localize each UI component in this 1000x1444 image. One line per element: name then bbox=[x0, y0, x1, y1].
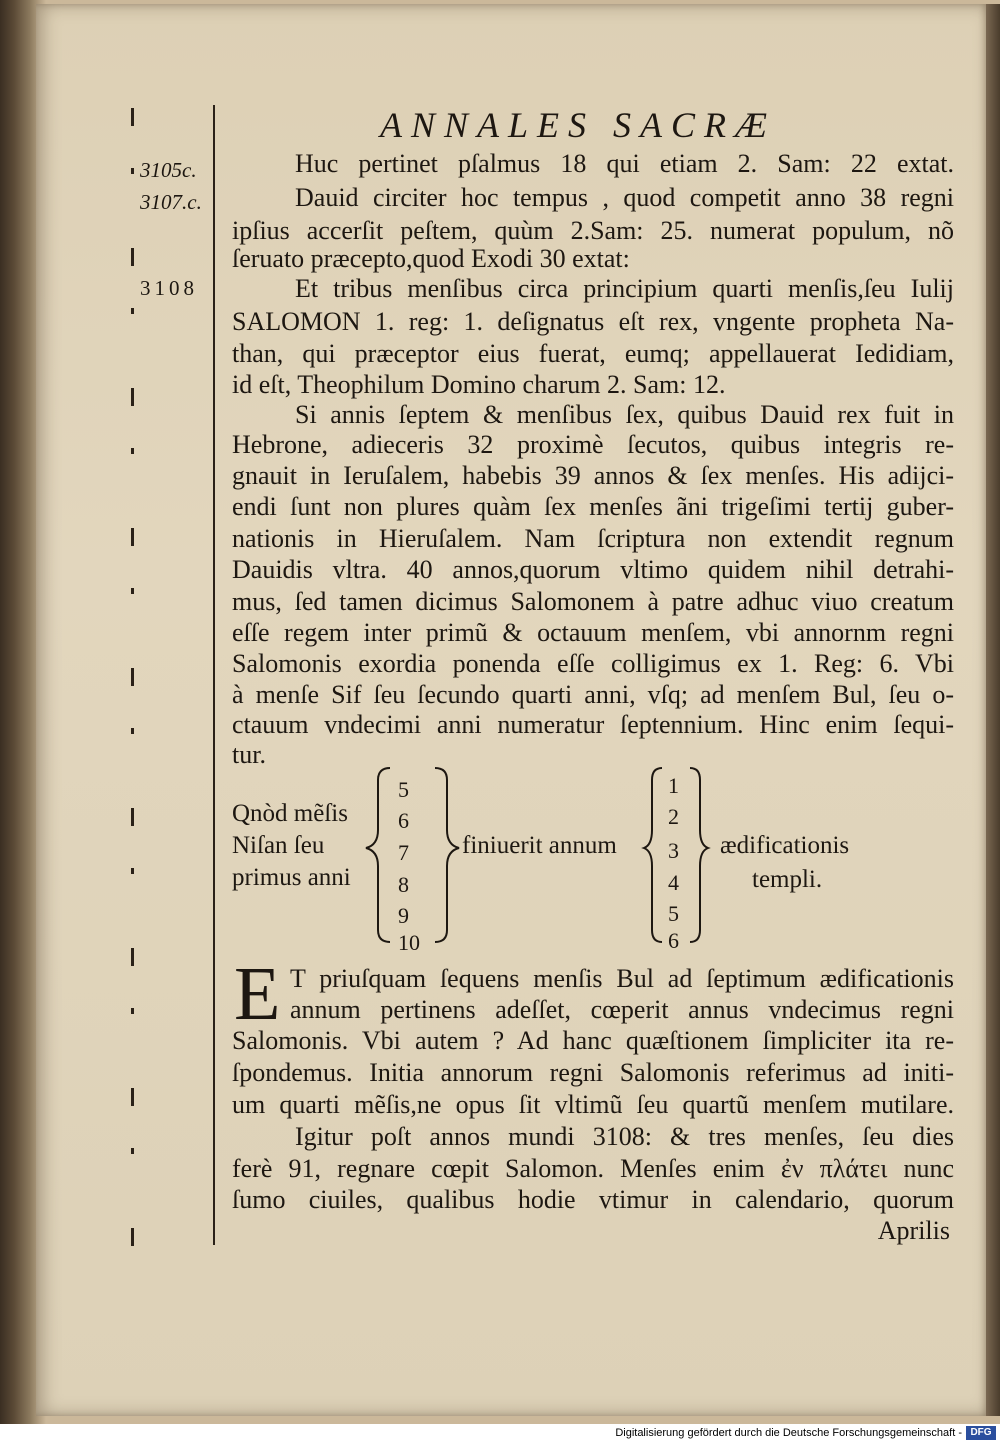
drop-cap: E bbox=[234, 952, 281, 1036]
table-right-text: ædificationis bbox=[720, 832, 850, 859]
text-line: Si annis ſeptem & menſibus ſex, quibus Dauid rex fuit in bbox=[295, 400, 954, 429]
catchword: Aprilis bbox=[877, 1216, 950, 1245]
text-line: annum pertinens adeſſet, cœperit annus vndecimus regni bbox=[290, 995, 954, 1024]
table-number: 1 bbox=[668, 773, 679, 798]
text-line: id eſt, Theophilum Domino charum 2. Sam: 12. bbox=[232, 370, 726, 399]
table-brackets-right bbox=[640, 760, 720, 950]
text-line: endi ſunt non plures quàm ſex menſes ãni trigeſimi tertij guber- bbox=[232, 492, 954, 521]
table-number: 6 bbox=[668, 928, 679, 953]
table-number: 4 bbox=[668, 870, 679, 895]
margin-rule-left bbox=[131, 108, 134, 1248]
text-line: Salomonis. Vbi autem ? Ad hanc quæſtionem ſimpliciter ita re- bbox=[232, 1026, 954, 1055]
running-head: ANNALES SACRÆ bbox=[380, 105, 777, 145]
text-line: mus, ſed tamen dicimus Salomonem à patre adhuc viuo creatum bbox=[232, 587, 954, 616]
text-line: Salomonis exordia ponenda eſſe colligimus ex 1. Reg: 6. Vbi bbox=[232, 649, 954, 678]
table-number: 9 bbox=[398, 903, 409, 928]
table-brackets-left bbox=[360, 760, 470, 950]
text-line: eſſe regem inter primũ & octauum menſem, vbi annornm regni bbox=[232, 618, 954, 647]
text-line: ferè 91, regnare cœpit Salomon. Menſes enim ἐν πλάτει nunc bbox=[232, 1154, 954, 1183]
text-line: ipſius accerſit peſtem, quùm 2.Sam: 25. numerat populum, nõ bbox=[232, 216, 954, 245]
table-number: 10 bbox=[398, 930, 420, 955]
text-line: nationis in Hieruſalem. Nam ſcriptura non extendit regnum bbox=[232, 524, 954, 553]
text-line: gnauit in Ieruſalem, habebis 39 annos & ſex menſes. His adijci- bbox=[232, 461, 954, 490]
table-right-text: templi. bbox=[752, 866, 823, 893]
page-edge bbox=[986, 4, 1000, 1416]
margin-note: 3108 bbox=[140, 276, 198, 300]
text-line: Dauid circiter hoc tempus , quod competit anno 38 regni bbox=[295, 183, 954, 212]
margin-note: 3107.c. bbox=[140, 190, 202, 214]
table-left-text: Niſan ſeu bbox=[232, 832, 325, 859]
text-line: tur. bbox=[232, 740, 266, 769]
text-line: Huc pertinet pſalmus 18 qui etiam 2. Sam: 22 extat. bbox=[295, 149, 954, 178]
text-line: ſpondemus. Initia annorum regni Salomonis referimus ad initi- bbox=[232, 1058, 954, 1087]
text-line: SALOMON 1. reg: 1. deſignatus eſt rex, vngente propheta Na- bbox=[232, 307, 954, 336]
text-line: ſeruato præcepto,quod Exodi 30 extat: bbox=[232, 244, 630, 273]
text-line: ctauum vndecimi anni numeratur ſeptennium. Hinc enim ſequi- bbox=[232, 710, 954, 739]
text-line: T priuſquam ſequens menſis Bul ad ſeptimum ædificationis bbox=[290, 964, 954, 993]
text-line: Igitur poſt annos mundi 3108: & tres menſes, ſeu dies bbox=[295, 1122, 954, 1151]
text-line: um quarti mẽſis,ne opus ſit vltimũ ſeu quartũ menſem mutilare. bbox=[232, 1090, 954, 1119]
table-number: 2 bbox=[668, 804, 679, 829]
margin-rule bbox=[213, 105, 215, 1245]
text-line: ſumo ciuiles, qualibus hodie vtimur in calendario, quorum bbox=[232, 1185, 954, 1214]
table-left-text: Qnòd mẽſis bbox=[232, 800, 348, 827]
table-left-text: primus anni bbox=[232, 864, 351, 891]
table-number: 6 bbox=[398, 808, 409, 833]
table-number: 3 bbox=[668, 838, 679, 863]
table-middle-text: finiuerit annum bbox=[462, 832, 617, 859]
table-number: 5 bbox=[668, 901, 679, 926]
dfg-logo: DFG bbox=[966, 1426, 996, 1440]
footer-credit: Digitalisierung gefördert durch die Deutsche Forschungsgemeinschaft - bbox=[615, 1427, 962, 1439]
table-number: 8 bbox=[398, 872, 409, 897]
text-line: Et tribus menſibus circa principium quarti menſis,ſeu Iulij bbox=[295, 274, 954, 303]
text-line: à menſe Sif ſeu ſecundo quarti anni, vſq; ad menſem Bul, ſeu o- bbox=[232, 680, 954, 709]
text-line: Dauidis vltra. 40 annos,quorum vltimo quidem nihil detrahi- bbox=[232, 555, 954, 584]
table-number: 5 bbox=[398, 777, 409, 802]
text-line: Hebrone, adieceris 32 proximè ſecutos, quibus integris re- bbox=[232, 430, 954, 459]
table-number: 7 bbox=[398, 840, 409, 865]
margin-note: 3105c. bbox=[140, 158, 197, 182]
text-line: than, qui præceptor eius fuerat, eumq; appellauerat Iedidiam, bbox=[232, 339, 954, 368]
